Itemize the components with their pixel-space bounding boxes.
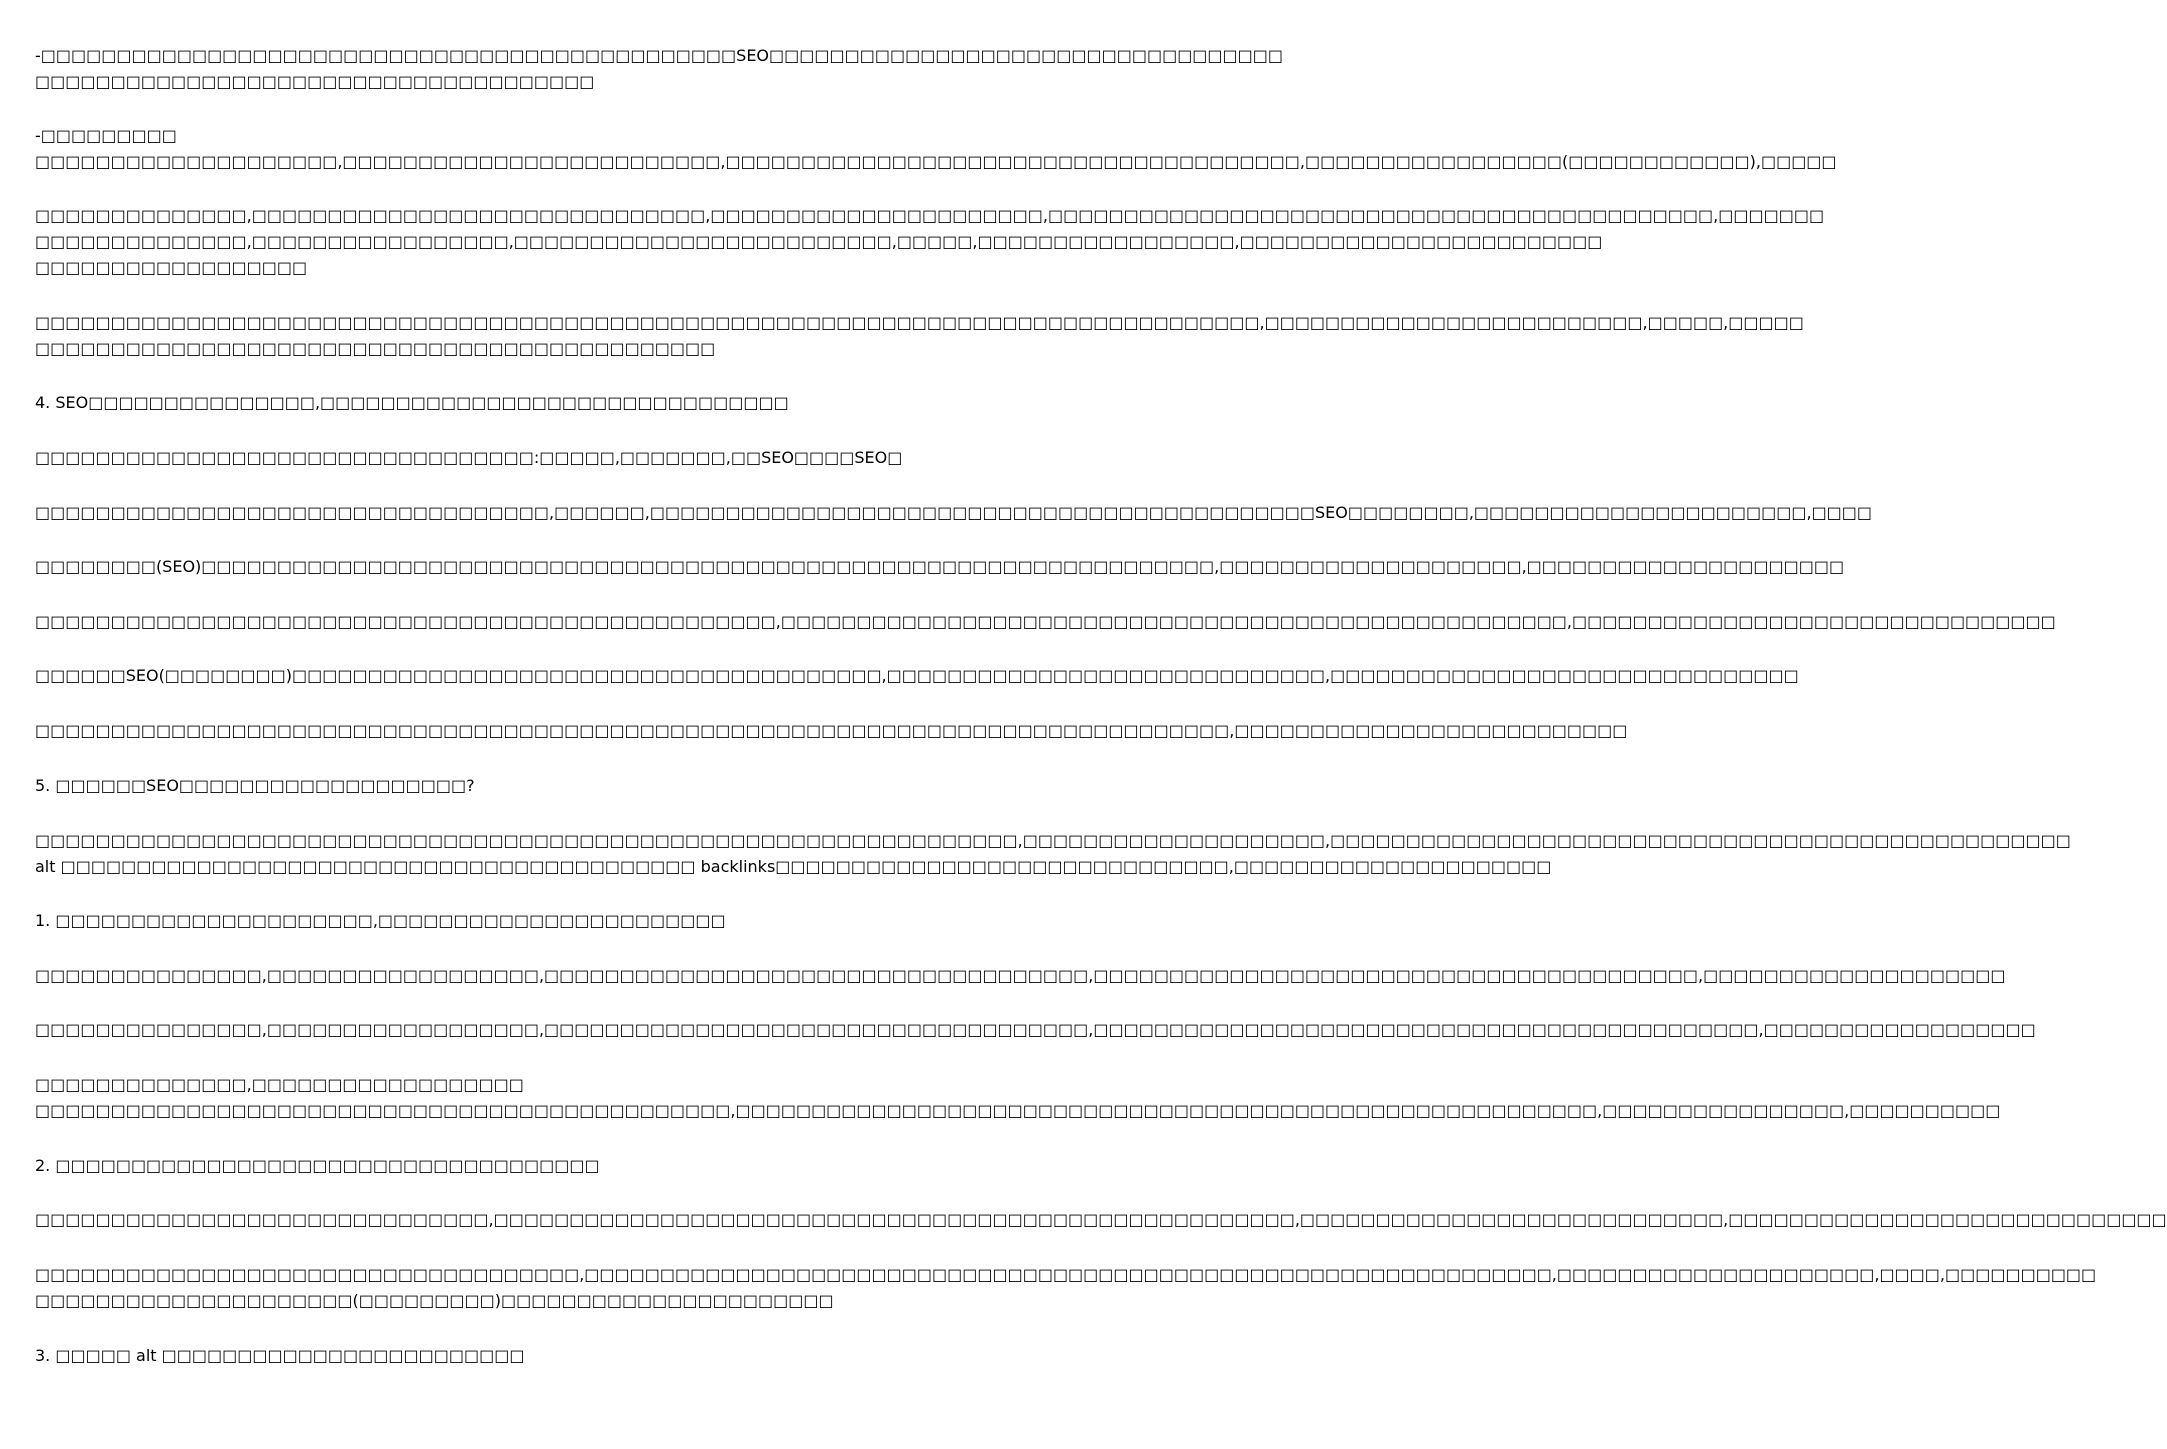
section-heading — [35, 390, 990, 416]
paragraph — [35, 963, 2006, 989]
text-line: □□□□□□□□□□□□□□□,□□□□□□□□□□□□□□□□□□,□□□□□□□□□□□□□□□□□□□□□□□□□□□□□□□□□□□□,□□□□□□□□□□□□□□□□□□□□□□□□□□□□□□□□□□□□□□□□,□□□□□□□□□□□□□□□□□□□□ — [35, 966, 2006, 985]
paragraph — [35, 1017, 2036, 1043]
text-line: □□□□□□□□□□□□□□□,□□□□□□□□□□□□□□□□□□,□□□□□□□□□□□□□□□□□□□□□□□□□□□□□□□□□□□□,□□□□□□□□□□□□□□□□□□□□□□□□□□□□□□□□□□□□□□□□□□□□,□□□□□□□□□□□□□□□□□□ — [35, 1020, 2036, 1039]
paragraph — [35, 663, 1799, 689]
text-line: -□□□□□□□□□□□□□□□□□□□□□□□□□□□□□□□□□□□□□□□□□□□□□□SEO□□□□□□□□□□□□□□□□□□□□□□□□□□□□□□□□□□ — [35, 46, 1284, 65]
text-line: □□□□□□□□□□□□□□□□□□□□□□□□□□□□□□□□□□□□□□□□□□□□□□,□□□□□□□□□□□□□□□□□□□□□□□□□□□□□□□□□□□□□□□□□□□□□□□□□□□□□□□□□,□□□□□□□□□□□□□□□□,□□□□□□□□□□ — [35, 1101, 2001, 1120]
text-line: □□□□□□□□□□□□□□□□□□□□□□□□□□□□□□□□□□□□□□□□□□□□□□□□□,□□□□□□□□□□□□□□□□□□□□□□□□□□□□□□□□□□□□□□□□□□□□□□□□□□□□,□□□□□□□□□□□□□□□□□□□□□□□□□□□□□□□□ — [35, 612, 2056, 631]
text-line: □□□□□□□□□□□□□□□□□□□□□□□□□□□□□□□□□□□□□□□□□□□□□ — [35, 339, 716, 358]
paragraph — [35, 123, 1837, 175]
text-line: □□□□□□□□□□□□□□□□□□□□□□□□□□□□□□□□□□□□,□□□□□□□□□□□□□□□□□□□□□□□□□□□□□□□□□□□□□□□□□□□□□□□□□□□□□□□□□□□□□□□□,□□□□□□□□□□□□□□□□□□□□□,□□□□,□□□□□□□□□□ — [35, 1265, 2097, 1284]
section-heading — [35, 1153, 990, 1179]
paragraph — [35, 609, 2056, 635]
text-line: □□□□□□□□□□□□□□□□□□□□□□□□□□□□□□□□□□□□□□□□□□□□□□□□□□□□□□□□□□□□□□□□□□□□□□□□□□□□□□□,□□□□□□□□□□□□□□□□□□□□□□□□□□ — [35, 721, 1628, 740]
text-line: alt □□□□□□□□□□□□□□□□□□□□□□□□□□□□□□□□□□□□□□□□□□ backlinks□□□□□□□□□□□□□□□□□□□□□□□□□□□□□□,□□□□□□□□□□□□□□□□□□□□□ — [35, 857, 1552, 876]
text-line: □□□□□□□□□□□□□□□□□□□□□□□□□□□□□□,□□□□□□□□□□□□□□□□□□□□□□□□□□□□□□□□□□□□□□□□□□□□□□□□□□□□□,□□□□□□□□□□□□□□□□□□□□□□□□□□□□,□□□□□□□□□□□□□□□□□□□□□□□□□□□□□ — [35, 1210, 2167, 1229]
text-line: □□□□□□□□□□□□□□□□□□□□□□□□□□□□□□□□□□□□□ — [35, 72, 595, 91]
text-line: □□□□□□□□□□□□□□□□□□□□,□□□□□□□□□□□□□□□□□□□□□□□□□,□□□□□□□□□□□□□□□□□□□□□□□□□□□□□□□□□□□□□□,□□□□□□□□□□□□□□□□□(□□□□□□□□□□□□),□□□□□ — [35, 152, 1837, 171]
paragraph — [35, 554, 1845, 580]
text-line: □□□□□□□□□□□□□□□□□□□□□□□□□□□□□□□□□□,□□□□□□,□□□□□□□□□□□□□□□□□□□□□□□□□□□□□□□□□□□□□□□□□□□□SEO□□□□□□□□,□□□□□□□□□□□□□□□□□□□□□□,□□□□ — [35, 503, 1873, 522]
section-heading — [35, 773, 990, 799]
paragraph — [35, 445, 990, 471]
text-line: □□□□□□□□□□□□□□□□□□□□□□□□□□□□□□□□□:□□□□□,□□□□□□□,□□SEO□□□□SEO□ — [35, 448, 903, 467]
text-line: □□□□□□□□□□□□□□□□□□□□□□□□□□□□□□□□□□□□□□□□□□□□□□□□□□□□□□□□□□□□□□□□□□□□□□□□□□□□□□□□□,□□□□□□□□□□□□□□□□□□□□□□□□□,□□□□□,□□□□□ — [35, 313, 1804, 332]
paragraph — [35, 500, 1873, 526]
paragraph — [35, 828, 2071, 880]
paragraph — [35, 1072, 2001, 1124]
text-line: 5. □□□□□□SEO□□□□□□□□□□□□□□□□□□□? — [35, 776, 475, 795]
paragraph — [35, 43, 1284, 95]
text-line: □□□□□□□□□□□□□□,□□□□□□□□□□□□□□□□□□□□□□□□□□□□□□,□□□□□□□□□□□□□□□□□□□□□□,□□□□□□□□□□□□□□□□□□□□□□□□□□□□□□□□□□□□□□□□□□□□,□□□□□□□ — [35, 206, 1825, 225]
text-line: □□□□□□SEO(□□□□□□□□)□□□□□□□□□□□□□□□□□□□□□□□□□□□□□□□□□□□□□□□,□□□□□□□□□□□□□□□□□□□□□□□□□□□□□,□□□□□□□□□□□□□□□□□□□□□□□□□□□□□□□ — [35, 666, 1799, 685]
text-line: □□□□□□□□□□□□□□,□□□□□□□□□□□□□□□□□,□□□□□□□□□□□□□□□□□□□□□□□□□,□□□□□,□□□□□□□□□□□□□□□□□,□□□□□□□□□□□□□□□□□□□□□□□□ — [35, 232, 1603, 251]
text-line: -□□□□□□□□□ — [35, 126, 177, 145]
paragraph — [35, 1262, 2097, 1314]
section-heading — [35, 1343, 990, 1369]
text-line: □□□□□□□□(SEO)□□□□□□□□□□□□□□□□□□□□□□□□□□□□□□□□□□□□□□□□□□□□□□□□□□□□□□□□□□□□□□□□□□□,□□□□□□□□□□□□□□□□□□□□,□□□□□□□□□□□□□□□□□□□□□ — [35, 557, 1845, 576]
section-heading — [35, 908, 990, 934]
paragraph — [35, 203, 1825, 281]
paragraph — [35, 1207, 2167, 1233]
text-line: □□□□□□□□□□□□□□,□□□□□□□□□□□□□□□□□□ — [35, 1075, 524, 1094]
paragraph — [35, 310, 1804, 362]
text-line: □□□□□□□□□□□□□□□□□□ — [35, 258, 308, 277]
text-line: 2. □□□□□□□□□□□□□□□□□□□□□□□□□□□□□□□□□□□□ — [35, 1156, 600, 1175]
paragraph — [35, 718, 1628, 744]
text-line: 3. □□□□□ alt □□□□□□□□□□□□□□□□□□□□□□□□ — [35, 1346, 525, 1365]
text-line: □□□□□□□□□□□□□□□□□□□□□(□□□□□□□□□)□□□□□□□□□□□□□□□□□□□□□□ — [35, 1291, 834, 1310]
text-line: □□□□□□□□□□□□□□□□□□□□□□□□□□□□□□□□□□□□□□□□□□□□□□□□□□□□□□□□□□□□□□□□□,□□□□□□□□□□□□□□□□□□□□,□□□□□□□□□□□□□□□□□□□□□□□□□□□□□□□□□□□□□□□□□□□□□□□□□ — [35, 831, 2071, 850]
text-line: 4. SEO□□□□□□□□□□□□□□□,□□□□□□□□□□□□□□□□□□□□□□□□□□□□□□□ — [35, 393, 789, 412]
text-line: 1. □□□□□□□□□□□□□□□□□□□□□,□□□□□□□□□□□□□□□□□□□□□□□ — [35, 911, 726, 930]
